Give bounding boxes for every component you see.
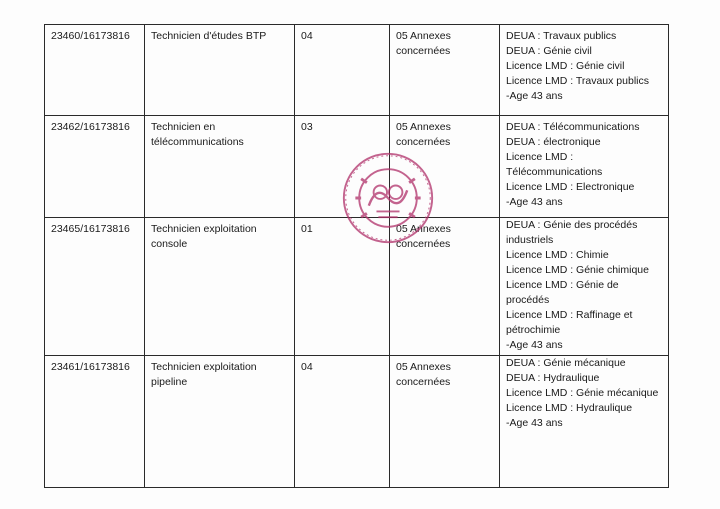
job-title: Technicien d'études BTP	[145, 25, 295, 116]
diploma-line: Licence LMD : Génie mécanique	[506, 387, 659, 399]
diploma-line: DEUA : électronique	[506, 136, 601, 148]
age-requirement: -Age 43 ans	[506, 90, 563, 102]
diploma-line: DEUA : Hydraulique	[506, 372, 600, 384]
diploma-line: DEUA : Génie des procédés industriels	[506, 219, 638, 246]
positions-count: 04	[295, 25, 390, 116]
diploma-line: Licence LMD : Télécommunications	[506, 151, 603, 178]
diploma-line: Licence LMD : Chimie	[506, 249, 609, 261]
official-stamp-icon	[340, 150, 436, 246]
diploma-line: Licence LMD : Génie civil	[506, 60, 625, 72]
diploma-line: DEUA : Télécommunications	[506, 121, 640, 133]
table-row	[45, 25, 669, 116]
table-row	[45, 356, 669, 488]
offer-code: 23461/16173816	[45, 356, 145, 488]
job-title: Technicien en télécommunications	[145, 116, 295, 218]
diploma-line: Licence LMD : Raffinage et pétrochimie	[506, 309, 633, 336]
required-diplomas	[500, 116, 669, 218]
job-title: Technicien exploitation pipeline	[145, 356, 295, 488]
offer-code: 23460/16173816	[45, 25, 145, 116]
offer-code: 23462/16173816	[45, 116, 145, 218]
age-requirement: -Age 43 ans	[506, 417, 563, 429]
positions-count: 04	[295, 356, 390, 488]
diploma-line: Licence LMD : Génie chimique	[506, 264, 649, 276]
offer-code: 23465/16173816	[45, 218, 145, 356]
positions-count: 03	[295, 116, 390, 218]
diploma-line: DEUA : Génie civil	[506, 45, 592, 57]
job-title: Technicien exploitation console	[145, 218, 295, 356]
diploma-line: Licence LMD : Electronique	[506, 181, 635, 193]
age-requirement: -Age 43 ans	[506, 339, 563, 351]
diploma-line: Licence LMD : Génie de procédés	[506, 279, 619, 306]
required-diplomas	[500, 356, 669, 488]
diploma-line: DEUA : Génie mécanique	[506, 357, 626, 369]
annexes-info: 05 Annexes concernées	[390, 116, 500, 218]
required-diplomas	[500, 218, 669, 356]
diploma-line: Licence LMD : Hydraulique	[506, 402, 633, 414]
annexes-info: 05 Annexes concernées	[390, 218, 500, 356]
job-offers-table	[44, 24, 669, 488]
age-requirement: -Age 43 ans	[506, 196, 563, 208]
required-diplomas	[500, 25, 669, 116]
diploma-line: DEUA : Travaux publics	[506, 30, 617, 42]
annexes-info: 05 Annexes concernées	[390, 25, 500, 116]
annexes-info: 05 Annexes concernées	[390, 356, 500, 488]
diploma-line: Licence LMD : Travaux publics	[506, 75, 649, 87]
positions-count: 01	[295, 218, 390, 356]
